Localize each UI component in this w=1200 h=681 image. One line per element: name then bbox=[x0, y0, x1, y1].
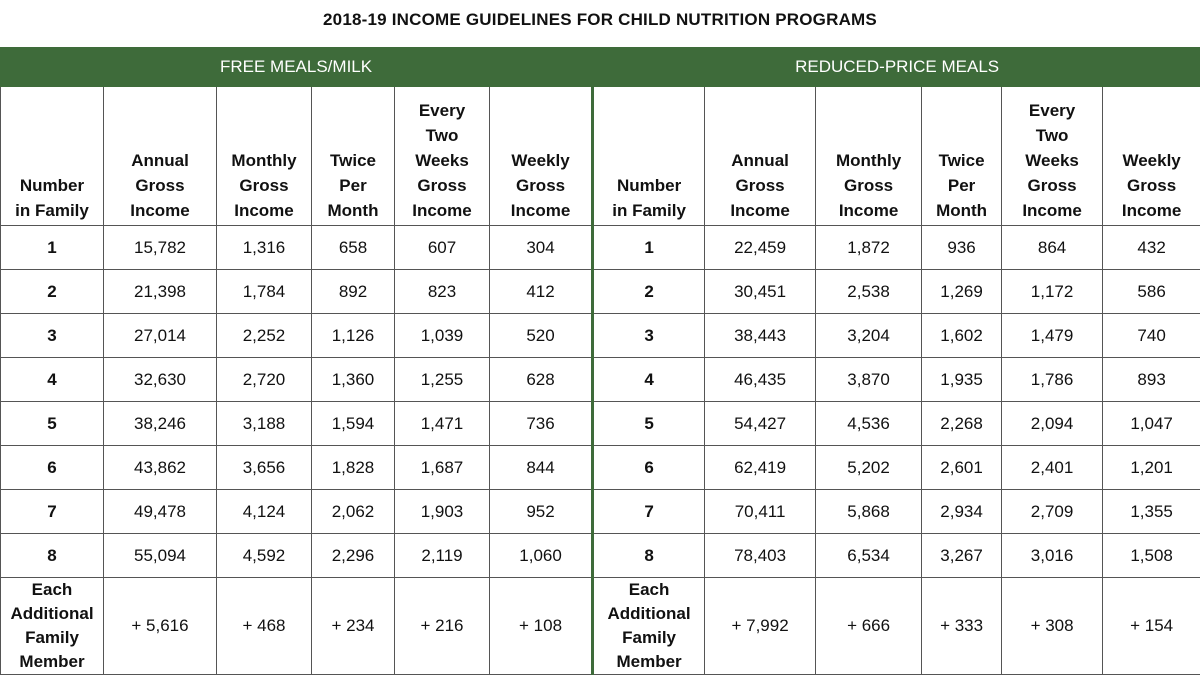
free-income-cell: 1,039 bbox=[395, 314, 490, 358]
free-income-cell: 32,630 bbox=[104, 358, 217, 402]
reduced-income-cell: 936 bbox=[922, 226, 1002, 270]
reduced-family-size-cell: 6 bbox=[593, 446, 705, 490]
income-guidelines-table bbox=[0, 47, 1200, 675]
free-income-cell: 43,862 bbox=[104, 446, 217, 490]
free-income-cell: 823 bbox=[395, 270, 490, 314]
reduced-column-header: Weekly Gross Income bbox=[1103, 87, 1200, 226]
free-column-header: Every Two Weeks Gross Income bbox=[395, 87, 490, 226]
reduced-income-cell: + 308 bbox=[1002, 578, 1103, 675]
reduced-income-cell: 586 bbox=[1103, 270, 1200, 314]
column-header-row bbox=[1, 87, 1200, 226]
free-income-cell: 1,255 bbox=[395, 358, 490, 402]
free-income-cell: 49,478 bbox=[104, 490, 217, 534]
free-income-cell: 892 bbox=[312, 270, 395, 314]
table-row bbox=[1, 226, 1200, 270]
free-income-cell: 628 bbox=[490, 358, 593, 402]
free-income-cell: 952 bbox=[490, 490, 593, 534]
free-income-cell: 736 bbox=[490, 402, 593, 446]
table-row bbox=[1, 446, 1200, 490]
free-family-size-cell: 5 bbox=[1, 402, 104, 446]
free-family-size-cell: 4 bbox=[1, 358, 104, 402]
free-column-header: Weekly Gross Income bbox=[490, 87, 593, 226]
table-row bbox=[1, 358, 1200, 402]
reduced-column-header: Number in Family bbox=[593, 87, 705, 226]
reduced-income-cell: 3,204 bbox=[816, 314, 922, 358]
free-income-cell: 55,094 bbox=[104, 534, 217, 578]
free-income-cell: 1,784 bbox=[217, 270, 312, 314]
reduced-column-header: Annual Gross Income bbox=[705, 87, 816, 226]
table-body bbox=[1, 226, 1200, 675]
reduced-income-cell: + 154 bbox=[1103, 578, 1200, 675]
free-income-cell: + 468 bbox=[217, 578, 312, 675]
reduced-income-cell: 3,870 bbox=[816, 358, 922, 402]
page-title: 2018-19 INCOME GUIDELINES FOR CHILD NUTRITION PROGRAMS bbox=[323, 10, 877, 29]
free-family-size-cell: 6 bbox=[1, 446, 104, 490]
reduced-income-cell: 2,094 bbox=[1002, 402, 1103, 446]
reduced-income-cell: + 7,992 bbox=[705, 578, 816, 675]
free-income-cell: 1,687 bbox=[395, 446, 490, 490]
reduced-income-cell: 1,479 bbox=[1002, 314, 1103, 358]
reduced-income-cell: 5,202 bbox=[816, 446, 922, 490]
reduced-family-size-cell: 3 bbox=[593, 314, 705, 358]
free-income-cell: 412 bbox=[490, 270, 593, 314]
free-income-cell: + 5,616 bbox=[104, 578, 217, 675]
free-column-header: Annual Gross Income bbox=[104, 87, 217, 226]
free-income-cell: 520 bbox=[490, 314, 593, 358]
free-family-size-cell: 1 bbox=[1, 226, 104, 270]
reduced-income-cell: 30,451 bbox=[705, 270, 816, 314]
reduced-income-cell: 1,047 bbox=[1103, 402, 1200, 446]
section-header-free: FREE MEALS/MILK bbox=[1, 48, 593, 87]
reduced-income-cell: 1,872 bbox=[816, 226, 922, 270]
free-income-cell: 2,119 bbox=[395, 534, 490, 578]
reduced-column-header: Every Two Weeks Gross Income bbox=[1002, 87, 1103, 226]
table-row bbox=[1, 270, 1200, 314]
free-income-cell: 3,188 bbox=[217, 402, 312, 446]
free-column-header: Number in Family bbox=[1, 87, 104, 226]
free-family-size-cell: 7 bbox=[1, 490, 104, 534]
reduced-income-cell: 5,868 bbox=[816, 490, 922, 534]
reduced-family-size-cell: 5 bbox=[593, 402, 705, 446]
free-income-cell: 4,124 bbox=[217, 490, 312, 534]
table-row bbox=[1, 534, 1200, 578]
free-income-cell: 2,296 bbox=[312, 534, 395, 578]
free-income-cell: 2,252 bbox=[217, 314, 312, 358]
free-income-cell: 1,594 bbox=[312, 402, 395, 446]
reduced-income-cell: 6,534 bbox=[816, 534, 922, 578]
reduced-income-cell: 1,786 bbox=[1002, 358, 1103, 402]
reduced-income-cell: 78,403 bbox=[705, 534, 816, 578]
reduced-income-cell: 2,601 bbox=[922, 446, 1002, 490]
reduced-income-cell: 3,016 bbox=[1002, 534, 1103, 578]
reduced-income-cell: 1,269 bbox=[922, 270, 1002, 314]
reduced-income-cell: 864 bbox=[1002, 226, 1103, 270]
reduced-income-cell: 38,443 bbox=[705, 314, 816, 358]
reduced-family-size-cell: Each Additional Family Member bbox=[593, 578, 705, 675]
free-income-cell: 4,592 bbox=[217, 534, 312, 578]
free-income-cell: 607 bbox=[395, 226, 490, 270]
reduced-income-cell: 3,267 bbox=[922, 534, 1002, 578]
reduced-income-cell: 1,508 bbox=[1103, 534, 1200, 578]
free-income-cell: 21,398 bbox=[104, 270, 217, 314]
reduced-income-cell: 2,538 bbox=[816, 270, 922, 314]
reduced-income-cell: 46,435 bbox=[705, 358, 816, 402]
reduced-income-cell: 4,536 bbox=[816, 402, 922, 446]
reduced-income-cell: 2,268 bbox=[922, 402, 1002, 446]
section-header-reduced: REDUCED-PRICE MEALS bbox=[593, 48, 1200, 87]
free-income-cell: + 234 bbox=[312, 578, 395, 675]
free-income-cell: 1,060 bbox=[490, 534, 593, 578]
reduced-income-cell: 2,401 bbox=[1002, 446, 1103, 490]
table-row bbox=[1, 490, 1200, 534]
reduced-family-size-cell: 1 bbox=[593, 226, 705, 270]
free-income-cell: 658 bbox=[312, 226, 395, 270]
table-row bbox=[1, 402, 1200, 446]
free-family-size-cell: 8 bbox=[1, 534, 104, 578]
free-column-header: Twice Per Month bbox=[312, 87, 395, 226]
reduced-income-cell: 1,935 bbox=[922, 358, 1002, 402]
reduced-income-cell: 62,419 bbox=[705, 446, 816, 490]
reduced-income-cell: 1,355 bbox=[1103, 490, 1200, 534]
free-family-size-cell: Each Additional Family Member bbox=[1, 578, 104, 675]
free-income-cell: 1,471 bbox=[395, 402, 490, 446]
free-income-cell: 3,656 bbox=[217, 446, 312, 490]
reduced-income-cell: 2,709 bbox=[1002, 490, 1103, 534]
reduced-income-cell: + 333 bbox=[922, 578, 1002, 675]
reduced-column-header: Monthly Gross Income bbox=[816, 87, 922, 226]
reduced-income-cell: 54,427 bbox=[705, 402, 816, 446]
reduced-income-cell: 2,934 bbox=[922, 490, 1002, 534]
reduced-income-cell: + 666 bbox=[816, 578, 922, 675]
free-income-cell: 1,828 bbox=[312, 446, 395, 490]
free-income-cell: 1,360 bbox=[312, 358, 395, 402]
free-income-cell: 844 bbox=[490, 446, 593, 490]
reduced-income-cell: 1,602 bbox=[922, 314, 1002, 358]
reduced-income-cell: 1,172 bbox=[1002, 270, 1103, 314]
reduced-family-size-cell: 7 bbox=[593, 490, 705, 534]
reduced-income-cell: 740 bbox=[1103, 314, 1200, 358]
free-family-size-cell: 2 bbox=[1, 270, 104, 314]
free-income-cell: 38,246 bbox=[104, 402, 217, 446]
free-income-cell: 1,126 bbox=[312, 314, 395, 358]
free-column-header: Monthly Gross Income bbox=[217, 87, 312, 226]
free-income-cell: 27,014 bbox=[104, 314, 217, 358]
table-row bbox=[1, 578, 1200, 675]
reduced-income-cell: 70,411 bbox=[705, 490, 816, 534]
free-income-cell: 1,903 bbox=[395, 490, 490, 534]
table-row bbox=[1, 314, 1200, 358]
free-income-cell: 2,720 bbox=[217, 358, 312, 402]
free-income-cell: 2,062 bbox=[312, 490, 395, 534]
reduced-income-cell: 1,201 bbox=[1103, 446, 1200, 490]
reduced-income-cell: 432 bbox=[1103, 226, 1200, 270]
reduced-family-size-cell: 8 bbox=[593, 534, 705, 578]
reduced-column-header: Twice Per Month bbox=[922, 87, 1002, 226]
free-income-cell: + 216 bbox=[395, 578, 490, 675]
reduced-income-cell: 893 bbox=[1103, 358, 1200, 402]
free-family-size-cell: 3 bbox=[1, 314, 104, 358]
free-income-cell: 15,782 bbox=[104, 226, 217, 270]
reduced-family-size-cell: 4 bbox=[593, 358, 705, 402]
free-income-cell: + 108 bbox=[490, 578, 593, 675]
free-income-cell: 304 bbox=[490, 226, 593, 270]
reduced-family-size-cell: 2 bbox=[593, 270, 705, 314]
reduced-income-cell: 22,459 bbox=[705, 226, 816, 270]
free-income-cell: 1,316 bbox=[217, 226, 312, 270]
